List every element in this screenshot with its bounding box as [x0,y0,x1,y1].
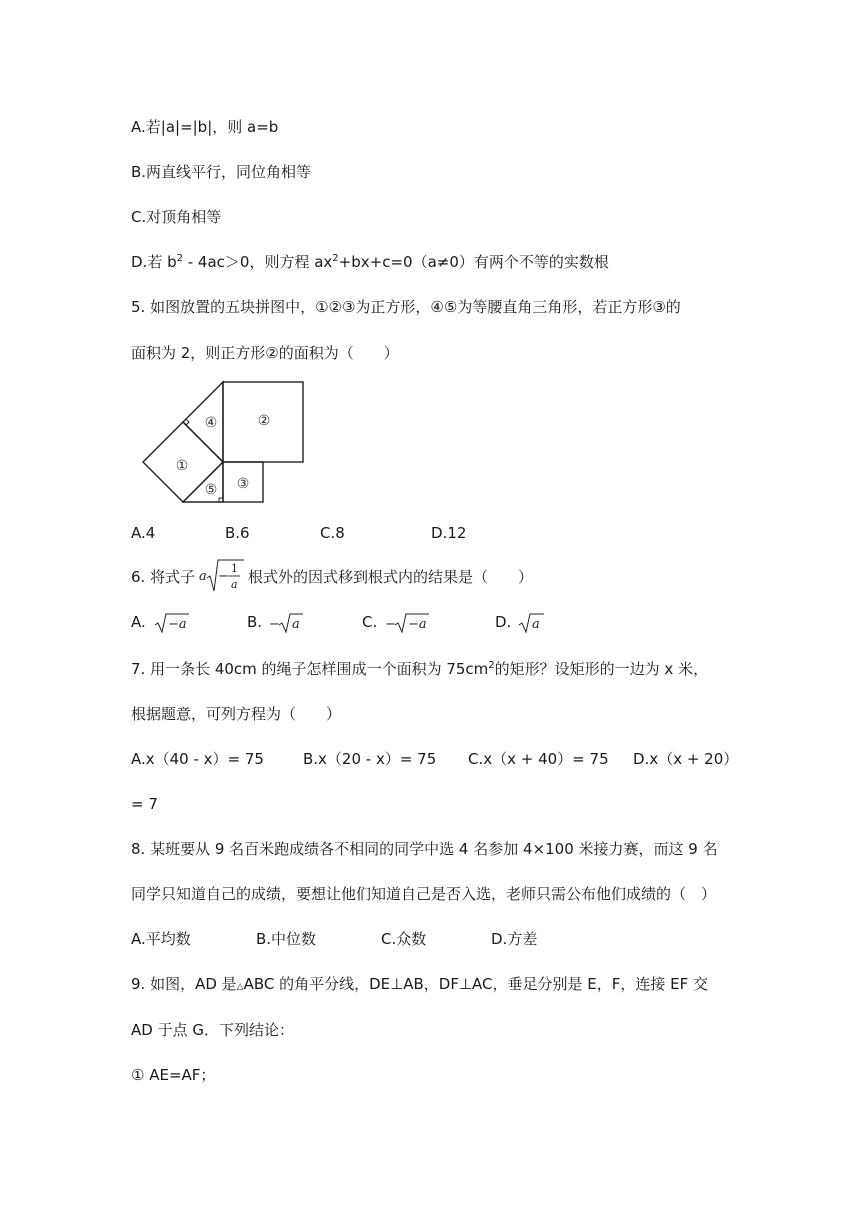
q7-option-b: B.x（20 - x）= 75 [303,750,437,768]
q5-option-b: B.6 [225,524,250,542]
q6-option-b-label: B. [247,613,263,631]
q9-text-b: ABC 的角平分线，DE⊥AB，DF⊥AC，垂足分别是 E，F，连接 EF 交 [243,975,709,993]
q6-option-b-expr [267,611,307,635]
q6-den: a [231,578,238,591]
q6-option-a-label: A. [131,613,146,631]
q7-option-a: A.x（40 - x）= 75 [131,750,264,768]
option-c-radicand: −a [408,617,427,632]
question-9-item-1: ① AE=AF； [131,1066,216,1084]
option-b-prev: B.两直线平行，同位角相等 [131,163,312,181]
option-c-prev: C.对顶角相等 [131,208,222,226]
q6-option-d-label: D. [495,613,512,631]
q8-option-a: A.平均数 [131,930,191,948]
superscript-2: 2 [488,660,495,671]
q6-option-c-expr [383,611,433,635]
question-5-line-2: 面积为 2，则正方形②的面积为（ ） [131,344,399,362]
q5-option-c: C.8 [320,524,345,542]
q6-option-c-label: C. [362,613,378,631]
option-d-text-b: - 4ac＞0，则方程 ax [182,253,333,271]
option-d-text-c: +bx+c=0（a≠0）有两个不等的实数根 [338,253,609,271]
label-5: ⑤ [204,482,218,498]
q7-text-a: 7. 用一条长 40cm 的绳子怎样围成一个面积为 75cm [131,660,489,678]
q7-option-d: D.x（x + 20） [633,750,739,768]
question-8-line-1: 8. 某班要从 9 名百米跑成绩各不相同的同学中选 4 名参加 4×100 米接力赛，而这 9 名 [131,840,718,858]
option-b-radicand: a [292,617,300,632]
option-c-prefix: − [385,617,396,632]
q8-option-c: C.众数 [381,930,427,948]
q5-option-a: A.4 [131,524,156,542]
superscript-2: 2 [176,253,183,264]
question-9-line-2: AD 于点 G．下列结论： [131,1021,294,1039]
q7-text-b: 的矩形？设矩形的一边为 x 米， [494,660,709,678]
q6-option-a-expr [153,611,193,635]
option-a-radicand: −a [168,617,187,632]
label-4: ④ [204,415,218,431]
question-8-line-2: 同学只知道自己的成绩，要想让他们知道自己是否入选，老师只需公布他们成绩的（ ） [131,885,717,903]
q7-option-d-continued: = 7 [131,795,158,813]
puzzle-figure [140,380,310,505]
label-2: ② [257,413,271,429]
option-d-radicand: a [532,617,540,632]
q7-option-c: C.x（x + 40）= 75 [468,750,609,768]
q6-a: a [199,569,207,584]
q6-expression [197,556,247,596]
option-d-text-a: D.若 b [131,253,177,271]
triangle-symbol: △ [236,982,244,992]
q6-neg: − [218,569,229,584]
q6-num: 1 [231,562,238,575]
question-6-prefix: 6. 将式子 [131,568,196,586]
superscript-2: 2 [332,253,339,264]
question-6-suffix: 根式外的因式移到根式内的结果是（ ） [248,568,534,586]
option-b-prefix: − [269,617,280,632]
label-3: ③ [236,476,250,492]
question-5-line-1: 5. 如图放置的五块拼图中，①②③为正方形，④⑤为等腰直角三角形，若正方形③的 [131,298,681,316]
q5-option-d: D.12 [431,524,467,542]
label-1: ① [175,458,189,474]
q8-option-b: B.中位数 [256,930,317,948]
q8-option-d: D.方差 [491,930,538,948]
option-d-prev [131,252,609,272]
q6-option-d-expr [517,611,547,635]
q9-text-a: 9. 如图，AD 是 [131,975,237,993]
question-7-line-2: 根据题意，可列方程为（ ） [131,705,342,723]
question-7-line-1 [131,659,708,679]
option-a-prev: A.若|a|=|b|，则 a=b [131,118,279,136]
question-9-line-1 [131,974,708,997]
